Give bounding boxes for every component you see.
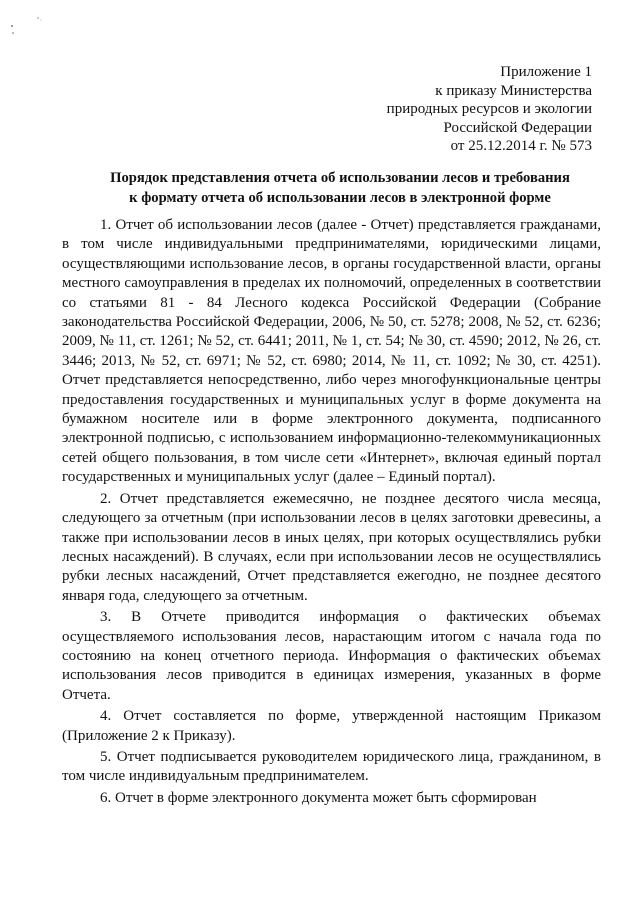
appendix-country: Российской Федерации: [443, 119, 592, 136]
paragraph-5: 5. Отчет подписывается руководителем юридического лица, гражданином, в том числе индивидуальным предпринимателем.: [62, 748, 601, 785]
appendix-number: Приложение 1: [500, 64, 592, 80]
appendix-date: от 25.12.2014 г. № 573: [450, 138, 592, 155]
paragraph-4: 4. Отчет составляется по форме, утвержденной настоящим Приказом (Приложение 2 к Приказу).: [62, 708, 601, 744]
appendix-order-ref: к приказу Министерства: [435, 82, 592, 99]
appendix-ministry: природных ресурсов и экологии: [386, 101, 592, 118]
document-title: [60, 168, 620, 208]
document-body: [62, 216, 601, 810]
paragraph-3: 3. В Отчете приводится информация о фактических объемах осуществляемого использования лесов, нарастающим итогом с начала года по состоянию на конец отчетного периода. Информация о фактических объемах использования лесов приводится в единицах измерения, указанных в форме Отчета.: [62, 609, 601, 703]
title-line-1: Порядок представления отчета об использовании лесов и требования: [110, 170, 570, 186]
appendix-header: [387, 63, 592, 156]
paragraph-6: 6. Отчет в форме электронного документа может быть сформирован: [100, 789, 537, 806]
paragraph-1: 1. Отчет об использовании лесов (далее - Отчет) представляется гражданами, в том числе индивидуальными предпринимателями, юридическими лицами, осуществляющими использование лесов, в органы государственной власти, органы местного самоуправления в пределах их полномочий, определенных в соответствии со статьями 81 - 84 Лесного кодекса Российской Федерации (Собрание законодательства Российской Федерации, 2006, № 50, ст. 5278; 2008, № 52, ст. 6236; 2009, № 11, ст. 1261; № 52, ст. 6441; 2011, № 1, ст. 54; № 30, ст. 4590; 2012, № 26, ст. 3446; 2013, № 52, ст. 6971; № 52, ст. 6980; 2014, № 11, ст. 1092; № 30, ст. 4251). Отчет представляется непосредственно, либо через многофункциональные центры предоставления государственных и муниципальных услуг в форме документа на бумажном носителе или в форме электронного документа, подписанного электронной подписью, с использованием информационно-телекоммуникационных сетей общего пользования, в том числе сети «Интернет», включая единый портал государственных и муниципальных услуг (далее – Единый портал).: [62, 217, 601, 486]
title-line-2: к формату отчета об использовании лесов в электронной форме: [129, 190, 551, 206]
scan-speck-marks: [8, 14, 48, 44]
paragraph-2: 2. Отчет представляется ежемесячно, не позднее десятого числа месяца, следующего за отчетным (при использовании лесов в целях заготовки древесины, а также при использовании лесов в иных целях, при которых осуществлялись рубки лесных насаждений). В случаях, если при использовании лесов не осуществлялись рубки лесных насаждений, Отчет представляется ежегодно, не позднее десятого января года, следующего за отчетным.: [62, 490, 601, 604]
